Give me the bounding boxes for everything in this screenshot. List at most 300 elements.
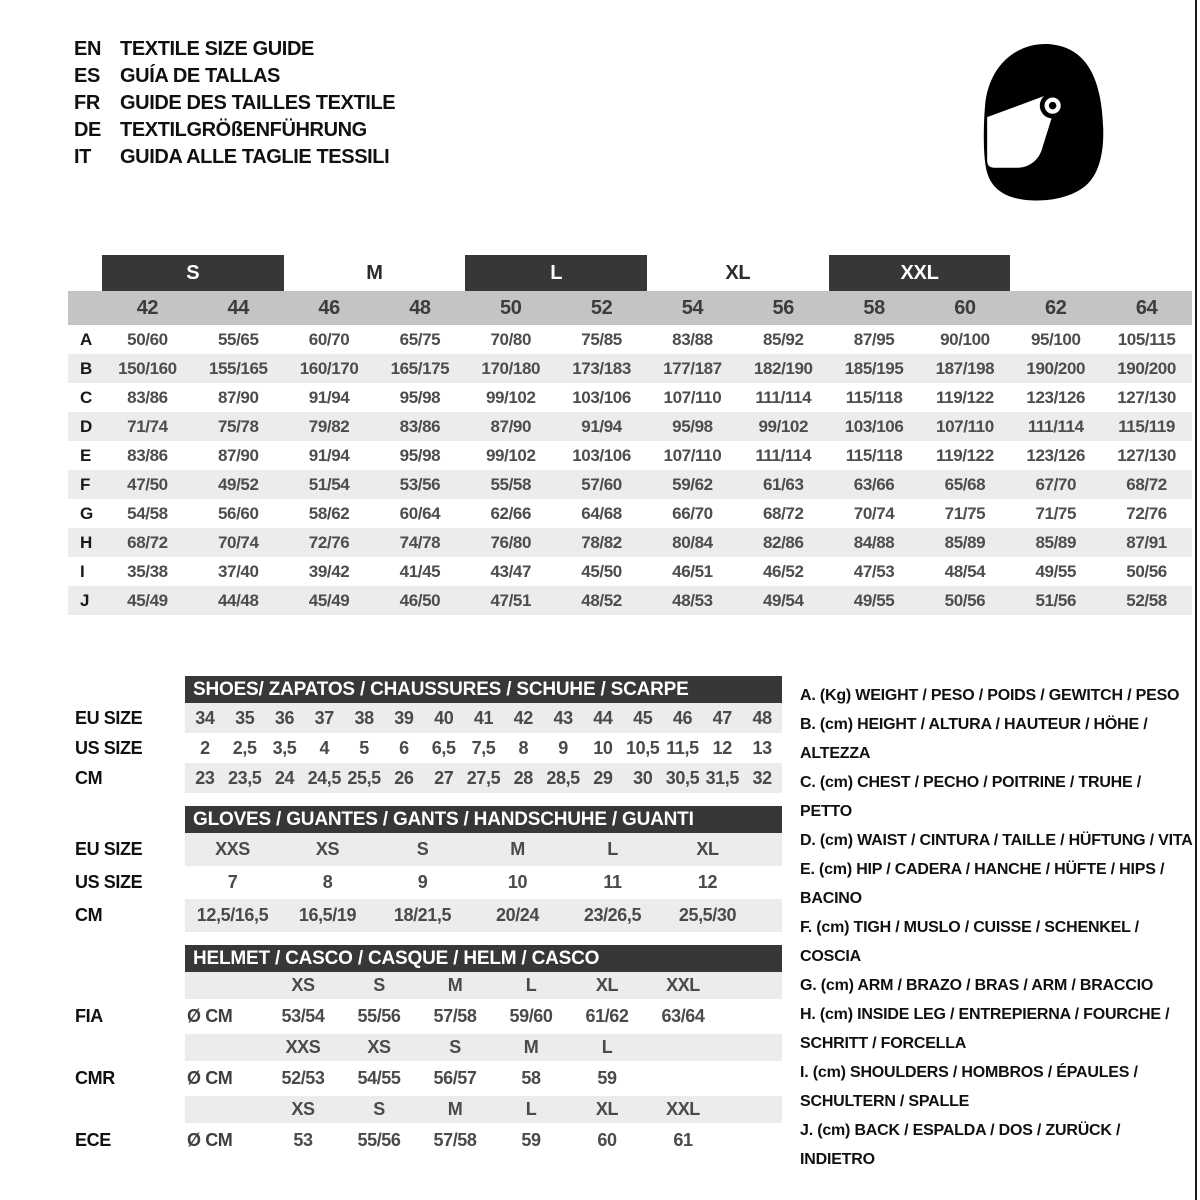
shoes-size-cell: 6 — [399, 737, 409, 758]
shoes-size-cell: 29 — [593, 767, 613, 788]
measurement-value-cell: 83/88 — [672, 329, 713, 349]
measurement-value-cell: 107/110 — [936, 416, 994, 436]
measurement-value-cell: 44/48 — [217, 590, 259, 610]
measurement-value-cell: 115/119 — [1118, 416, 1175, 436]
shoes-size-cell: 27 — [434, 767, 454, 788]
helmet-size-value-cell: 54/55 — [357, 1068, 401, 1088]
legend-item — [800, 855, 1196, 913]
measurement-value-cell: 119/122 — [936, 445, 994, 465]
measurement-row-letter: C — [80, 387, 93, 407]
legend-text: ARM / BRAZO / BRAS / ARM / BRACCIO — [857, 977, 1154, 994]
helmet-size-header-cell: S — [373, 1099, 385, 1119]
shoes-size-cell: 23 — [195, 767, 215, 788]
measurement-value-cell: 76/80 — [490, 532, 532, 552]
measurement-value-cell: 48/52 — [581, 590, 622, 610]
shoes-size-cell: 39 — [394, 707, 414, 728]
measurement-row-letter: E — [80, 445, 92, 465]
helmet-diameter-unit-label: Ø CM — [187, 1130, 233, 1150]
gloves-row-label: CM — [75, 905, 103, 925]
gloves-size-row — [68, 866, 782, 899]
measurement-value-cell: 47/50 — [127, 474, 168, 494]
helmet-size-value-cell: 58 — [521, 1068, 541, 1088]
helmet-standard-block — [68, 1096, 782, 1158]
legend-key: F. — [800, 919, 813, 936]
gloves-size-cell: 23/26,5 — [583, 905, 642, 925]
helmet-size-header-row — [68, 972, 782, 999]
measurement-value-cell: 115/118 — [845, 387, 903, 407]
measurement-value-cell: 82/86 — [762, 532, 804, 552]
legend-text: HEIGHT / ALTURA / HAUTEUR / HÖHE / ALTEZZA — [800, 716, 1148, 762]
shoes-size-row — [68, 763, 782, 793]
measurement-value-cell: 103/106 — [572, 445, 631, 465]
shoes-size-cell: 43 — [553, 707, 573, 728]
measurement-value-cell: 105/115 — [1117, 329, 1176, 349]
gloves-size-cell: 7 — [227, 872, 238, 892]
helmet-header-spacer — [68, 1034, 185, 1061]
gloves-row-label: US SIZE — [75, 872, 143, 892]
measurement-value-cell: 91/94 — [308, 387, 350, 407]
helmet-standard-values-row — [68, 1123, 782, 1158]
numeric-size-header: 52 — [590, 296, 613, 319]
measurement-value-cell: 165/175 — [390, 358, 450, 378]
helmet-size-header-cell: L — [601, 1037, 613, 1057]
shoes-size-cell: 28 — [513, 767, 533, 788]
shoes-size-cell: 26 — [394, 767, 414, 788]
language-row — [74, 117, 395, 144]
measurement-value-cell: 51/54 — [308, 474, 350, 494]
shoes-size-cell: 2 — [200, 737, 210, 758]
helmet-size-header-cell: M — [447, 1099, 463, 1119]
shoes-size-cell: 41 — [473, 707, 494, 728]
gloves-size-cell: 20/24 — [495, 905, 540, 925]
helmet-standard-values-row — [68, 999, 782, 1034]
measurement-value-cell: 60/64 — [399, 503, 441, 523]
measurement-value-cell: 99/102 — [485, 445, 536, 465]
measurement-value-cell: 150/160 — [118, 358, 177, 378]
numeric-size-header: 64 — [1135, 296, 1158, 319]
measurement-value-cell: 52/58 — [1126, 590, 1167, 610]
measurement-value-cell: 111/114 — [755, 387, 812, 407]
gloves-size-cell: 18/21,5 — [393, 905, 452, 925]
gloves-size-row — [68, 833, 782, 866]
measurement-value-cell: 68/72 — [1126, 474, 1167, 494]
measurement-value-cell: 90/100 — [940, 329, 990, 349]
measurement-value-cell: 103/106 — [572, 387, 631, 407]
measurement-row — [68, 557, 1192, 586]
measurement-value-cell: 70/74 — [853, 503, 895, 523]
measurement-value-cell: 115/118 — [845, 445, 903, 465]
measurement-value-cell: 68/72 — [762, 503, 804, 523]
legend-key: D. — [800, 832, 816, 849]
measurement-value-cell: 85/89 — [1035, 532, 1077, 552]
helmet-table-title: HELMET / CASCO / CASQUE / HELM / CASCO — [185, 945, 782, 972]
measurement-value-cell: 87/95 — [853, 329, 895, 349]
measurement-value-cell: 95/98 — [399, 387, 441, 407]
measurement-value-cell: 99/102 — [758, 416, 809, 436]
measurement-value-cell: 56/60 — [217, 503, 259, 523]
size-group-label: XXL — [829, 255, 1011, 291]
numeric-size-header-band — [68, 291, 1192, 325]
legend-item — [800, 913, 1196, 971]
shoes-size-cell: 8 — [518, 737, 529, 758]
helmet-standard-label: CMR — [75, 1068, 115, 1088]
shoes-size-cell: 2,5 — [232, 737, 257, 758]
legend-item — [800, 710, 1196, 768]
helmet-size-value-cell: 63/64 — [661, 1006, 705, 1026]
measurement-value-cell: 59/62 — [672, 474, 713, 494]
helmet-size-value-cell: 61 — [673, 1130, 693, 1150]
shoes-size-cell: 24,5 — [307, 767, 341, 788]
helmet-standard-label: ECE — [75, 1130, 111, 1150]
gloves-size-cell: XL — [696, 839, 719, 859]
gloves-size-cell: 8 — [322, 872, 333, 892]
size-group-label: XL — [725, 261, 751, 284]
legend-item — [800, 826, 1196, 855]
helmet-size-header-cell: XL — [595, 1099, 619, 1119]
shoes-size-cell: 27,5 — [466, 767, 501, 788]
legend-text: WEIGHT / PESO / POIDS / GEWITCH / PESO — [855, 687, 1180, 704]
helmet-standard-values-row — [68, 1061, 782, 1096]
shoes-size-cell: 42 — [513, 707, 533, 728]
helmet-diameter-unit-label: Ø CM — [187, 1006, 233, 1026]
measurement-value-cell: 87/90 — [217, 445, 259, 465]
measurement-value-cell: 37/40 — [217, 561, 259, 581]
helmet-size-value-cell: 59/60 — [509, 1006, 553, 1026]
measurement-value-cell: 50/60 — [127, 329, 168, 349]
shoes-size-cell: 47 — [712, 707, 732, 728]
helmet-size-value-cell: 53/54 — [281, 1006, 325, 1026]
measurement-value-cell: 71/75 — [1035, 503, 1077, 523]
helmet-size-header-cell: L — [525, 975, 537, 995]
numeric-size-header: 62 — [1045, 296, 1067, 319]
measurement-value-cell: 123/126 — [1026, 445, 1086, 465]
measurement-value-cell: 95/98 — [399, 445, 441, 465]
shoes-size-cell: 23,5 — [227, 767, 262, 788]
language-guide-title: GUÍA DE TALLAS — [120, 65, 280, 87]
measurement-value-cell: 182/190 — [753, 358, 813, 378]
helmet-size-header-cell: XXL — [666, 975, 700, 995]
measurement-value-cell: 72/76 — [308, 532, 350, 552]
measurement-rows — [68, 325, 1192, 615]
measurement-value-cell: 47/51 — [490, 590, 532, 610]
helmet-size-header-cell: S — [449, 1037, 461, 1057]
gloves-size-cell: 12 — [697, 872, 718, 892]
legend-key: A. — [800, 687, 816, 704]
language-code: EN — [74, 38, 101, 60]
language-row — [74, 144, 395, 171]
measurement-value-cell: 53/56 — [399, 474, 441, 494]
measurement-value-cell: 55/65 — [217, 329, 259, 349]
helmet-size-header-cell: M — [447, 975, 463, 995]
measurement-row — [68, 383, 1192, 412]
measurement-value-cell: 177/187 — [663, 358, 722, 378]
numeric-size-header: 48 — [409, 296, 431, 319]
measurement-value-cell: 83/86 — [127, 387, 168, 407]
measurement-value-cell: 70/74 — [217, 532, 259, 552]
helmet-size-header-cell: M — [523, 1037, 539, 1057]
measurement-value-cell: 60/70 — [308, 329, 350, 349]
measurement-value-cell: 95/100 — [1030, 329, 1081, 349]
helmet-standard-label: FIA — [75, 1006, 103, 1026]
legend-key: C. — [800, 774, 816, 791]
shoes-row-label: EU SIZE — [75, 707, 143, 728]
gloves-size-cell: 9 — [417, 872, 428, 892]
measurement-row — [68, 354, 1192, 383]
measurement-value-cell: 67/70 — [1035, 474, 1077, 494]
measurement-value-cell: 51/56 — [1035, 590, 1077, 610]
measurement-value-cell: 78/82 — [581, 532, 622, 552]
gloves-size-cell: L — [607, 839, 618, 859]
measurement-value-cell: 107/110 — [663, 445, 722, 465]
measurement-value-cell: 99/102 — [485, 387, 536, 407]
measurement-row — [68, 499, 1192, 528]
helmet-size-header-cell — [645, 1034, 721, 1061]
measurement-value-cell: 79/82 — [308, 416, 350, 436]
helmet-size-table — [68, 945, 782, 1158]
legend-unit: (cm) — [817, 1122, 851, 1139]
racing-helmet-icon — [975, 40, 1110, 205]
gloves-row-label: EU SIZE — [75, 839, 143, 859]
measurement-row — [68, 470, 1192, 499]
shoes-size-cell: 30,5 — [665, 767, 700, 788]
language-row — [74, 63, 395, 90]
language-guide-title: GUIDA ALLE TAGLIE TESSILI — [120, 146, 390, 168]
language-code: IT — [74, 146, 91, 168]
measurement-value-cell: 123/126 — [1026, 387, 1086, 407]
legend-item — [800, 1058, 1196, 1116]
helmet-standard-block — [68, 1034, 782, 1096]
measurement-value-cell: 46/52 — [762, 561, 804, 581]
scan-edge-line — [1195, 0, 1197, 1200]
shoes-size-cell: 4 — [319, 737, 330, 758]
shoes-size-cell: 34 — [195, 707, 215, 728]
gloves-size-cell: 10 — [507, 872, 528, 892]
measurement-value-cell: 48/53 — [672, 590, 713, 610]
gloves-size-cell: XXS — [215, 839, 250, 859]
measurement-value-cell: 47/53 — [853, 561, 895, 581]
numeric-size-header: 60 — [954, 296, 976, 319]
measurement-value-cell: 62/66 — [490, 503, 532, 523]
helmet-size-value-cell: 52/53 — [281, 1068, 325, 1088]
language-title-list — [74, 36, 395, 171]
shoes-size-table — [68, 676, 782, 793]
legend-unit: (cm) — [816, 919, 850, 936]
shoes-size-cell: 44 — [593, 707, 613, 728]
measurement-value-cell: 185/195 — [844, 358, 904, 378]
measurement-value-cell: 65/68 — [944, 474, 986, 494]
helmet-size-value-cell: 53 — [293, 1130, 313, 1150]
measurement-value-cell: 84/88 — [853, 532, 895, 552]
legend-item — [800, 1116, 1196, 1174]
legend-item — [800, 971, 1196, 1000]
gloves-table-title: GLOVES / GUANTES / GANTS / HANDSCHUHE / GUANTI — [185, 806, 782, 833]
measurement-row — [68, 528, 1192, 557]
measurement-row-letter: H — [80, 532, 93, 552]
measurement-value-cell: 66/70 — [672, 503, 713, 523]
measurement-value-cell: 127/130 — [1117, 445, 1176, 465]
shoes-size-cell: 10 — [593, 737, 613, 758]
shoes-size-cell: 11,5 — [666, 737, 699, 758]
size-group-label: M — [366, 261, 383, 284]
helmet-size-header-cell: XS — [291, 1099, 315, 1119]
language-code: FR — [74, 92, 100, 114]
helmet-size-header-cell: S — [373, 975, 385, 995]
legend-text: INSIDE LEG / ENTREPIERNA / FOURCHE / SCHRITT / FORCELLA — [800, 1006, 1170, 1052]
shoes-size-cell: 3,5 — [272, 737, 297, 758]
measurement-value-cell: 41/45 — [399, 561, 441, 581]
numeric-size-header: 50 — [500, 296, 522, 319]
shoes-size-cell: 5 — [359, 737, 369, 758]
gloves-size-row — [68, 899, 782, 932]
legend-key: G. — [800, 977, 817, 994]
measurement-row-letter: B — [80, 358, 93, 378]
measurement-value-cell: 45/49 — [308, 590, 350, 610]
measurement-value-cell: 61/63 — [762, 474, 804, 494]
measurement-row-letter: F — [80, 474, 91, 494]
legend-text: WAIST / CINTURA / TAILLE / HÜFTUNG / VITA — [857, 832, 1193, 849]
size-group-label: S — [102, 255, 284, 291]
language-guide-title: TEXTILE SIZE GUIDE — [120, 38, 314, 60]
legend-text: CHEST / PECHO / POITRINE / TRUHE / PETTO — [800, 774, 1141, 820]
legend-key: J. — [800, 1122, 813, 1139]
measurement-value-cell: 85/89 — [944, 532, 986, 552]
measurement-value-cell: 80/84 — [672, 532, 713, 552]
legend-text: SHOULDERS / HOMBROS / ÉPAULES / SCHULTERN / SPALLE — [800, 1064, 1138, 1110]
measurement-value-cell: 74/78 — [399, 532, 441, 552]
shoes-size-cell: 30 — [633, 767, 653, 788]
gloves-size-cell: 16,5/19 — [298, 905, 357, 925]
shoes-size-cell: 32 — [752, 767, 772, 788]
shoes-size-cell: 10,5 — [625, 737, 660, 758]
legend-unit: (cm) — [819, 1006, 853, 1023]
measurement-value-cell: 48/54 — [944, 561, 986, 581]
measurement-value-cell: 85/92 — [762, 329, 804, 349]
language-guide-title: GUIDE DES TAILLES TEXTILE — [120, 92, 396, 114]
legend-unit: (Kg) — [819, 687, 852, 704]
legend-unit: (cm) — [819, 774, 853, 791]
measurement-value-cell: 58/62 — [308, 503, 350, 523]
shoes-table-title: SHOES/ ZAPATOS / CHAUSSURES / SCHUHE / SCARPE — [185, 676, 782, 703]
helmet-size-value-cell — [645, 1061, 721, 1096]
measurement-value-cell: 103/106 — [844, 416, 904, 436]
measurement-value-cell: 49/55 — [1035, 561, 1077, 581]
measurement-value-cell: 187/198 — [935, 358, 995, 378]
size-group-header-band — [68, 255, 1192, 291]
shoes-size-cell: 24 — [274, 767, 295, 788]
numeric-size-header: 56 — [772, 296, 794, 319]
shoes-size-cell: 37 — [314, 707, 334, 728]
measurement-row-letter: J — [80, 590, 90, 610]
shoes-size-cell: 46 — [672, 707, 693, 728]
measurement-value-cell: 54/58 — [127, 503, 168, 523]
shoes-size-cell: 40 — [434, 707, 454, 728]
helmet-standard-block — [68, 972, 782, 1034]
helmet-size-value-cell: 59 — [521, 1130, 541, 1150]
measurement-row-letter: I — [80, 561, 85, 581]
legend-key: E. — [800, 861, 815, 878]
helmet-size-header-cell: XS — [291, 975, 315, 995]
language-row — [74, 90, 395, 117]
size-group-label: L — [465, 255, 647, 291]
legend-unit: (cm) — [812, 1064, 846, 1081]
shoes-size-cell: 9 — [558, 737, 568, 758]
measurement-value-cell: 173/183 — [572, 358, 631, 378]
measurement-value-cell: 71/75 — [944, 503, 986, 523]
measurement-value-cell: 190/200 — [1026, 358, 1086, 378]
measurement-value-cell: 111/114 — [1027, 416, 1084, 436]
gloves-size-cell: 11 — [603, 872, 622, 892]
shoes-size-cell: 7,5 — [471, 737, 496, 758]
accessory-size-tables — [68, 676, 782, 1171]
measurement-value-cell: 71/74 — [127, 416, 168, 436]
measurement-value-cell: 46/51 — [672, 561, 713, 581]
shoes-size-cell: 28,5 — [546, 767, 580, 788]
helmet-diameter-unit-label: Ø CM — [187, 1068, 233, 1088]
measurement-value-cell: 49/54 — [762, 590, 804, 610]
gloves-size-cell: M — [510, 839, 525, 859]
helmet-size-value-cell: 56/57 — [433, 1068, 477, 1088]
gloves-size-cell: XS — [315, 839, 340, 859]
numeric-size-header: 58 — [863, 296, 885, 319]
shoes-size-cell: 36 — [274, 707, 295, 728]
measurement-row — [68, 441, 1192, 470]
measurement-value-cell: 127/130 — [1117, 387, 1176, 407]
helmet-size-header-cell: XL — [595, 975, 619, 995]
language-guide-title: TEXTILGRÖßENFÜHRUNG — [120, 119, 367, 141]
helmet-size-value-cell: 55/56 — [357, 1130, 401, 1150]
legend-text: HIP / CADERA / HANCHE / HÜFTE / HIPS / BACINO — [800, 861, 1165, 907]
legend-unit: (cm) — [819, 832, 853, 849]
measurement-value-cell: 95/98 — [672, 416, 713, 436]
measurement-value-cell: 55/58 — [490, 474, 532, 494]
measurement-value-cell: 64/68 — [581, 503, 622, 523]
numeric-size-header: 46 — [318, 296, 340, 319]
shoes-size-cell: 48 — [752, 707, 772, 728]
helmet-size-header-cell: XS — [367, 1037, 391, 1057]
shoes-size-row — [68, 733, 782, 763]
measurement-value-cell: 50/56 — [944, 590, 986, 610]
language-row — [74, 36, 395, 63]
numeric-size-header: 44 — [227, 296, 249, 319]
shoes-size-cell: 31,5 — [705, 767, 739, 788]
measurement-value-cell: 70/80 — [490, 329, 532, 349]
shoes-size-cell: 13 — [752, 737, 772, 758]
measurement-value-cell: 107/110 — [663, 387, 722, 407]
measurement-value-cell: 43/47 — [490, 561, 532, 581]
helmet-header-spacer — [68, 1096, 185, 1123]
measurement-value-cell: 49/52 — [217, 474, 259, 494]
measurement-value-cell: 160/170 — [299, 358, 359, 378]
measurement-value-cell: 87/90 — [217, 387, 259, 407]
legend-item — [800, 1000, 1196, 1058]
measurement-value-cell: 111/114 — [755, 445, 812, 465]
shoes-row-label: CM — [75, 767, 103, 788]
measurement-value-cell: 190/200 — [1117, 358, 1176, 378]
measurement-value-cell: 119/122 — [936, 387, 994, 407]
gloves-size-cell: 25,5/30 — [678, 905, 737, 925]
helmet-size-value-cell: 57/58 — [433, 1006, 477, 1026]
measurement-row-letter: A — [80, 329, 93, 349]
measurement-value-cell: 83/86 — [399, 416, 441, 436]
measurement-legend — [800, 681, 1196, 1174]
legend-key: I. — [800, 1064, 809, 1081]
helmet-size-value-cell: 59 — [597, 1068, 617, 1088]
measurement-value-cell: 39/42 — [308, 561, 350, 581]
measurement-value-cell: 57/60 — [581, 474, 622, 494]
helmet-header-spacer — [68, 972, 185, 999]
header-corner-spacer — [68, 291, 102, 325]
shoes-size-cell: 45 — [633, 707, 653, 728]
